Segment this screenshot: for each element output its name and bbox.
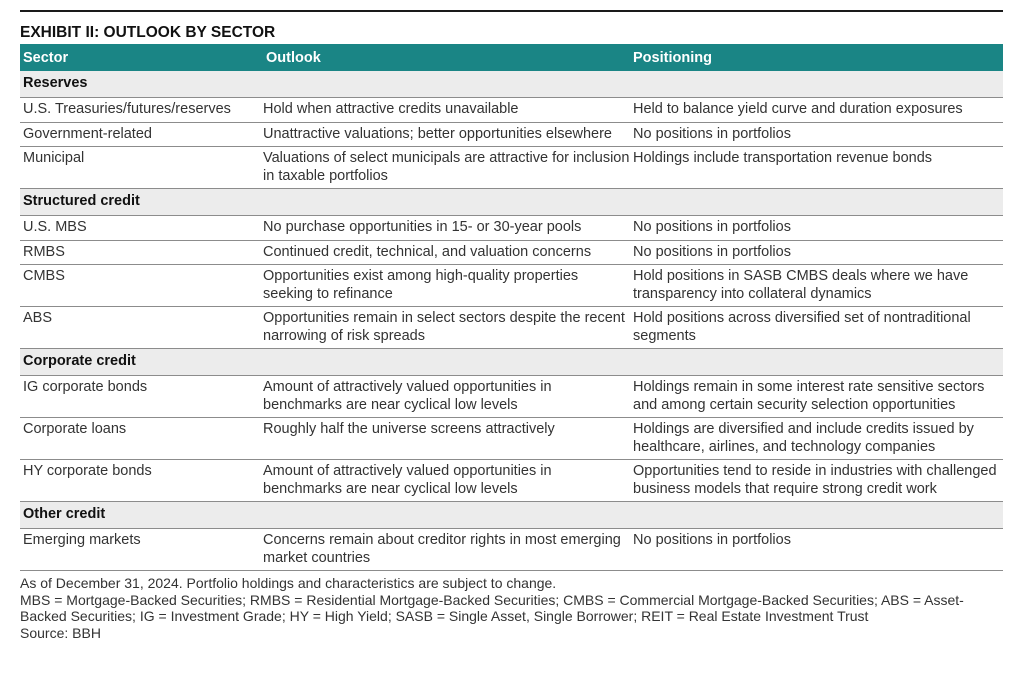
cell-sector: RMBS — [20, 240, 263, 265]
cell-sector: HY corporate bonds — [20, 460, 263, 502]
table-row — [20, 418, 1003, 460]
section-header — [20, 502, 1003, 529]
cell-outlook: Amount of attractively valued opportunities in benchmarks are near cyclical low levels — [263, 460, 633, 502]
cell-positioning: Holdings remain in some interest rate sensitive sectors and among certain security selection opportunities — [633, 376, 1003, 418]
section-header — [20, 349, 1003, 376]
cell-outlook: Opportunities exist among high-quality properties seeking to refinance — [263, 265, 633, 307]
table-row — [20, 216, 1003, 241]
cell-outlook: Continued credit, technical, and valuation concerns — [263, 240, 633, 265]
table-row — [20, 240, 1003, 265]
cell-outlook: Hold when attractive credits unavailable — [263, 98, 633, 123]
section-label: Reserves — [20, 71, 1003, 98]
cell-positioning: No positions in portfolios — [633, 529, 1003, 571]
table-row — [20, 147, 1003, 189]
cell-positioning: Held to balance yield curve and duration exposures — [633, 98, 1003, 123]
cell-outlook: Amount of attractively valued opportunities in benchmarks are near cyclical low levels — [263, 376, 633, 418]
cell-sector: U.S. MBS — [20, 216, 263, 241]
cell-outlook: Opportunities remain in select sectors despite the recent narrowing of risk spreads — [263, 307, 633, 349]
cell-positioning: No positions in portfolios — [633, 122, 1003, 147]
section-label: Structured credit — [20, 189, 1003, 216]
table-row — [20, 265, 1003, 307]
cell-sector: ABS — [20, 307, 263, 349]
source-note: Source: BBH — [20, 624, 101, 641]
cell-sector: Government-related — [20, 122, 263, 147]
cell-positioning: Hold positions across diversified set of nontraditional segments — [633, 307, 1003, 349]
cell-outlook: Concerns remain about creditor rights in most emerging market countries — [263, 529, 633, 571]
exhibit — [20, 10, 1003, 641]
cell-positioning: No positions in portfolios — [633, 216, 1003, 241]
cell-positioning: Holdings are diversified and include credits issued by healthcare, airlines, and technology companies — [633, 418, 1003, 460]
table-row — [20, 460, 1003, 502]
cell-outlook: Roughly half the universe screens attractively — [263, 418, 633, 460]
outlook-table — [20, 44, 1003, 571]
table-row — [20, 376, 1003, 418]
section-header — [20, 189, 1003, 216]
table-row — [20, 98, 1003, 123]
column-header-sector: Sector — [20, 44, 263, 71]
abbreviations-note: MBS = Mortgage-Backed Securities; RMBS = Residential Mortgage-Backed Securities; CMBS = Commercial Mortgage-Backed Securities; ABS = Asset-Backed Securities; IG = Investment Grade; HY = High Yield; SASB = Single Asset, Single Borrower; REIT = Real Estate Investment Trust — [20, 591, 964, 624]
cell-sector: Corporate loans — [20, 418, 263, 460]
section-label: Other credit — [20, 502, 1003, 529]
cell-outlook: Unattractive valuations; better opportunities elsewhere — [263, 122, 633, 147]
cell-sector: U.S. Treasuries/futures/reserves — [20, 98, 263, 123]
exhibit-title: EXHIBIT II: OUTLOOK BY SECTOR — [20, 24, 276, 41]
cell-sector: CMBS — [20, 265, 263, 307]
cell-positioning: No positions in portfolios — [633, 240, 1003, 265]
cell-outlook: Valuations of select municipals are attractive for inclusion in taxable portfolios — [263, 147, 633, 189]
table-row — [20, 529, 1003, 571]
cell-sector: Municipal — [20, 147, 263, 189]
section-label: Corporate credit — [20, 349, 1003, 376]
table-header-row — [20, 44, 1003, 71]
cell-sector: IG corporate bonds — [20, 376, 263, 418]
table-row — [20, 307, 1003, 349]
column-header-outlook: Outlook — [263, 44, 633, 71]
cell-positioning: Hold positions in SASB CMBS deals where we have transparency into collateral dynamics — [633, 265, 1003, 307]
footnotes — [20, 575, 1003, 641]
table-row — [20, 122, 1003, 147]
cell-positioning: Holdings include transportation revenue bonds — [633, 147, 1003, 189]
cell-sector: Emerging markets — [20, 529, 263, 571]
as-of-note: As of December 31, 2024. Portfolio holdings and characteristics are subject to change. — [20, 575, 557, 591]
cell-positioning: Opportunities tend to reside in industries with challenged business models that require strong credit work — [633, 460, 1003, 502]
section-header — [20, 71, 1003, 98]
column-header-positioning: Positioning — [633, 44, 1003, 71]
cell-outlook: No purchase opportunities in 15- or 30-year pools — [263, 216, 633, 241]
